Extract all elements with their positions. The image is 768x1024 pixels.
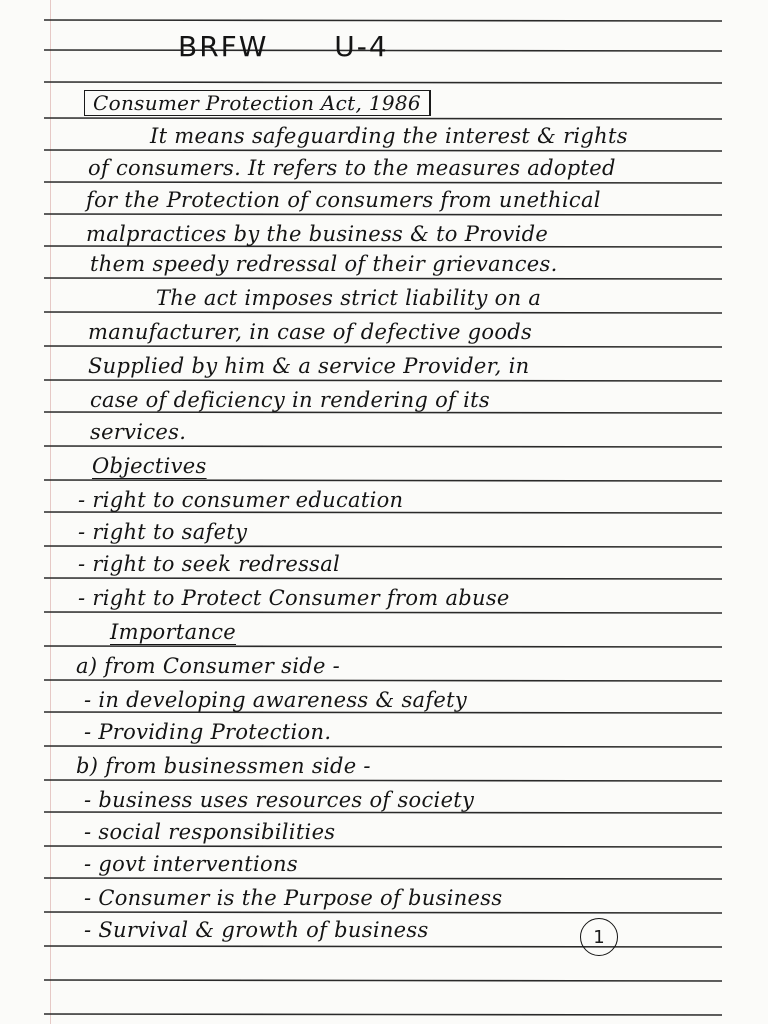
consumer-side-heading: a) from Consumer side -	[76, 654, 341, 678]
definition-line: for the Protection of consumers from unethical	[86, 188, 601, 212]
objective-item: - right to seek redressal	[78, 552, 341, 576]
objective-item: - right to Protect Consumer from abuse	[78, 586, 510, 610]
page-title	[178, 30, 389, 63]
liability-line: Supplied by him & a service Provider, in	[88, 354, 530, 378]
objectives-heading: Objectives	[92, 454, 207, 478]
objective-item: - right to consumer education	[78, 488, 404, 512]
liability-line: services.	[90, 420, 187, 444]
definition-line: It means safeguarding the interest & rights	[150, 124, 628, 148]
bleed-through	[460, 28, 465, 46]
business-side-heading: b) from businessmen side -	[76, 754, 371, 778]
liability-line: manufacturer, in case of defective goods	[88, 320, 533, 344]
definition-line: malpractices by the business & to Provide	[86, 222, 549, 246]
liability-line: case of deficiency in rendering of its	[90, 388, 490, 412]
business-side-item: - Consumer is the Purpose of business	[84, 886, 503, 910]
business-side-item: - social responsibilities	[84, 820, 336, 844]
unit-label: U-4	[334, 30, 389, 63]
act-heading: Consumer Protection Act, 1986	[84, 90, 431, 116]
business-side-item: - govt interventions	[84, 852, 298, 876]
business-side-item: - Survival & growth of business	[84, 918, 429, 942]
consumer-side-item: - in developing awareness & safety	[84, 688, 468, 712]
definition-line: them speedy redressal of their grievances.	[90, 252, 558, 276]
business-side-item: - business uses resources of society	[84, 788, 475, 812]
definition-line: of consumers. It refers to the measures adopted	[88, 156, 616, 180]
objective-item: - right to safety	[78, 520, 248, 544]
page-number: 1	[580, 918, 618, 956]
consumer-side-item: - Providing Protection.	[84, 720, 332, 744]
liability-line: The act imposes strict liability on a	[156, 286, 542, 310]
subject-code: BRFW	[178, 30, 269, 63]
importance-heading: Importance	[110, 620, 237, 644]
